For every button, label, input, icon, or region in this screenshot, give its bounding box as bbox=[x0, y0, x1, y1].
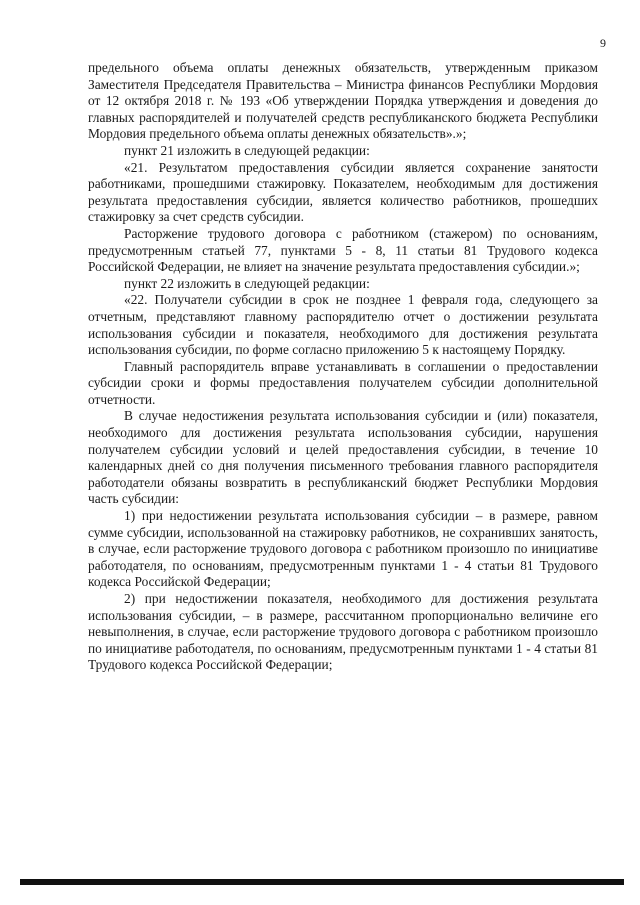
page-number: 9 bbox=[600, 36, 606, 50]
paragraph: 2) при недостижении показателя, необходимого для достижения результата использования субсидии, – в размере, рассчитанном пропорционально величине его невыполнения, в случае, если расторжение трудового договора с работником произошло по инициативе работодателя, по основаниям, предусмотренным пунктами 1 - 4 статьи 81 Трудового кодекса Российской Федерации; bbox=[88, 591, 598, 673]
paragraph: «22. Получатели субсидии в срок не позднее 1 февраля года, следующего за отчетным, представляют главному распорядителю отчет о достижении результата использования субсидии и показателя, необходимого для достижения результата использования субсидии, по форме согласно приложению 5 к настоящему Порядку. bbox=[88, 292, 598, 358]
paragraph: предельного объема оплаты денежных обязательств, утвержденным приказом Заместителя Председателя Правительства – Министра финансов Республики Мордовия от 12 октября 2018 г. № 193 «Об утверждении Порядка утверждения и доведения до главных распорядителей и получателей средств республиканского бюджета Республики Мордовия предельного объема оплаты денежных обязательств».»; bbox=[88, 60, 598, 142]
paragraph: В случае недостижения результата использования субсидии и (или) показателя, необходимого для достижения результата использования субсидии, нарушения получателем субсидии условий и целей предоставления субсидии, в течение 10 календарных дней со дня получения письменного требования главного распорядителя работодатели обязаны возвратить в республиканский бюджет Республики Мордовия часть субсидии: bbox=[88, 408, 598, 507]
paragraph: пункт 21 изложить в следующей редакции: bbox=[124, 142, 370, 158]
paragraph: «21. Результатом предоставления субсидии является сохранение занятости работниками, прошедшими стажировку. Показателем, необходимым для достижения результата предоставления субсидии, является количество работников, прошедших стажировку за счет средств субсидии. bbox=[88, 159, 598, 225]
paragraph: 1) при недостижении результата использования субсидии – в размере, равном сумме субсидии, использованной на стажировку работников, не сохранивших занятость, в случае, если расторжение трудового договора с работником произошло по инициативе работодателя, по основаниям, предусмотренным пунктами 1 - 4 статьи 81 Трудового кодекса Российской Федерации; bbox=[88, 508, 598, 590]
paragraph: Расторжение трудового договора с работником (стажером) по основаниям, предусмотренным статьей 77, пунктами 5 - 8, 11 статьи 81 Трудового кодекса Российской Федерации, не влияет на значение результата предоставления субсидии.»; bbox=[88, 225, 598, 275]
paragraph: Главный распорядитель вправе устанавливать в соглашении о предоставлении субсидии сроки и формы предоставления получателем субсидии дополнительной отчетности. bbox=[88, 358, 598, 407]
bottom-border-bar bbox=[20, 879, 624, 885]
document-body bbox=[88, 60, 598, 674]
paragraph: пункт 22 изложить в следующей редакции: bbox=[124, 275, 370, 291]
